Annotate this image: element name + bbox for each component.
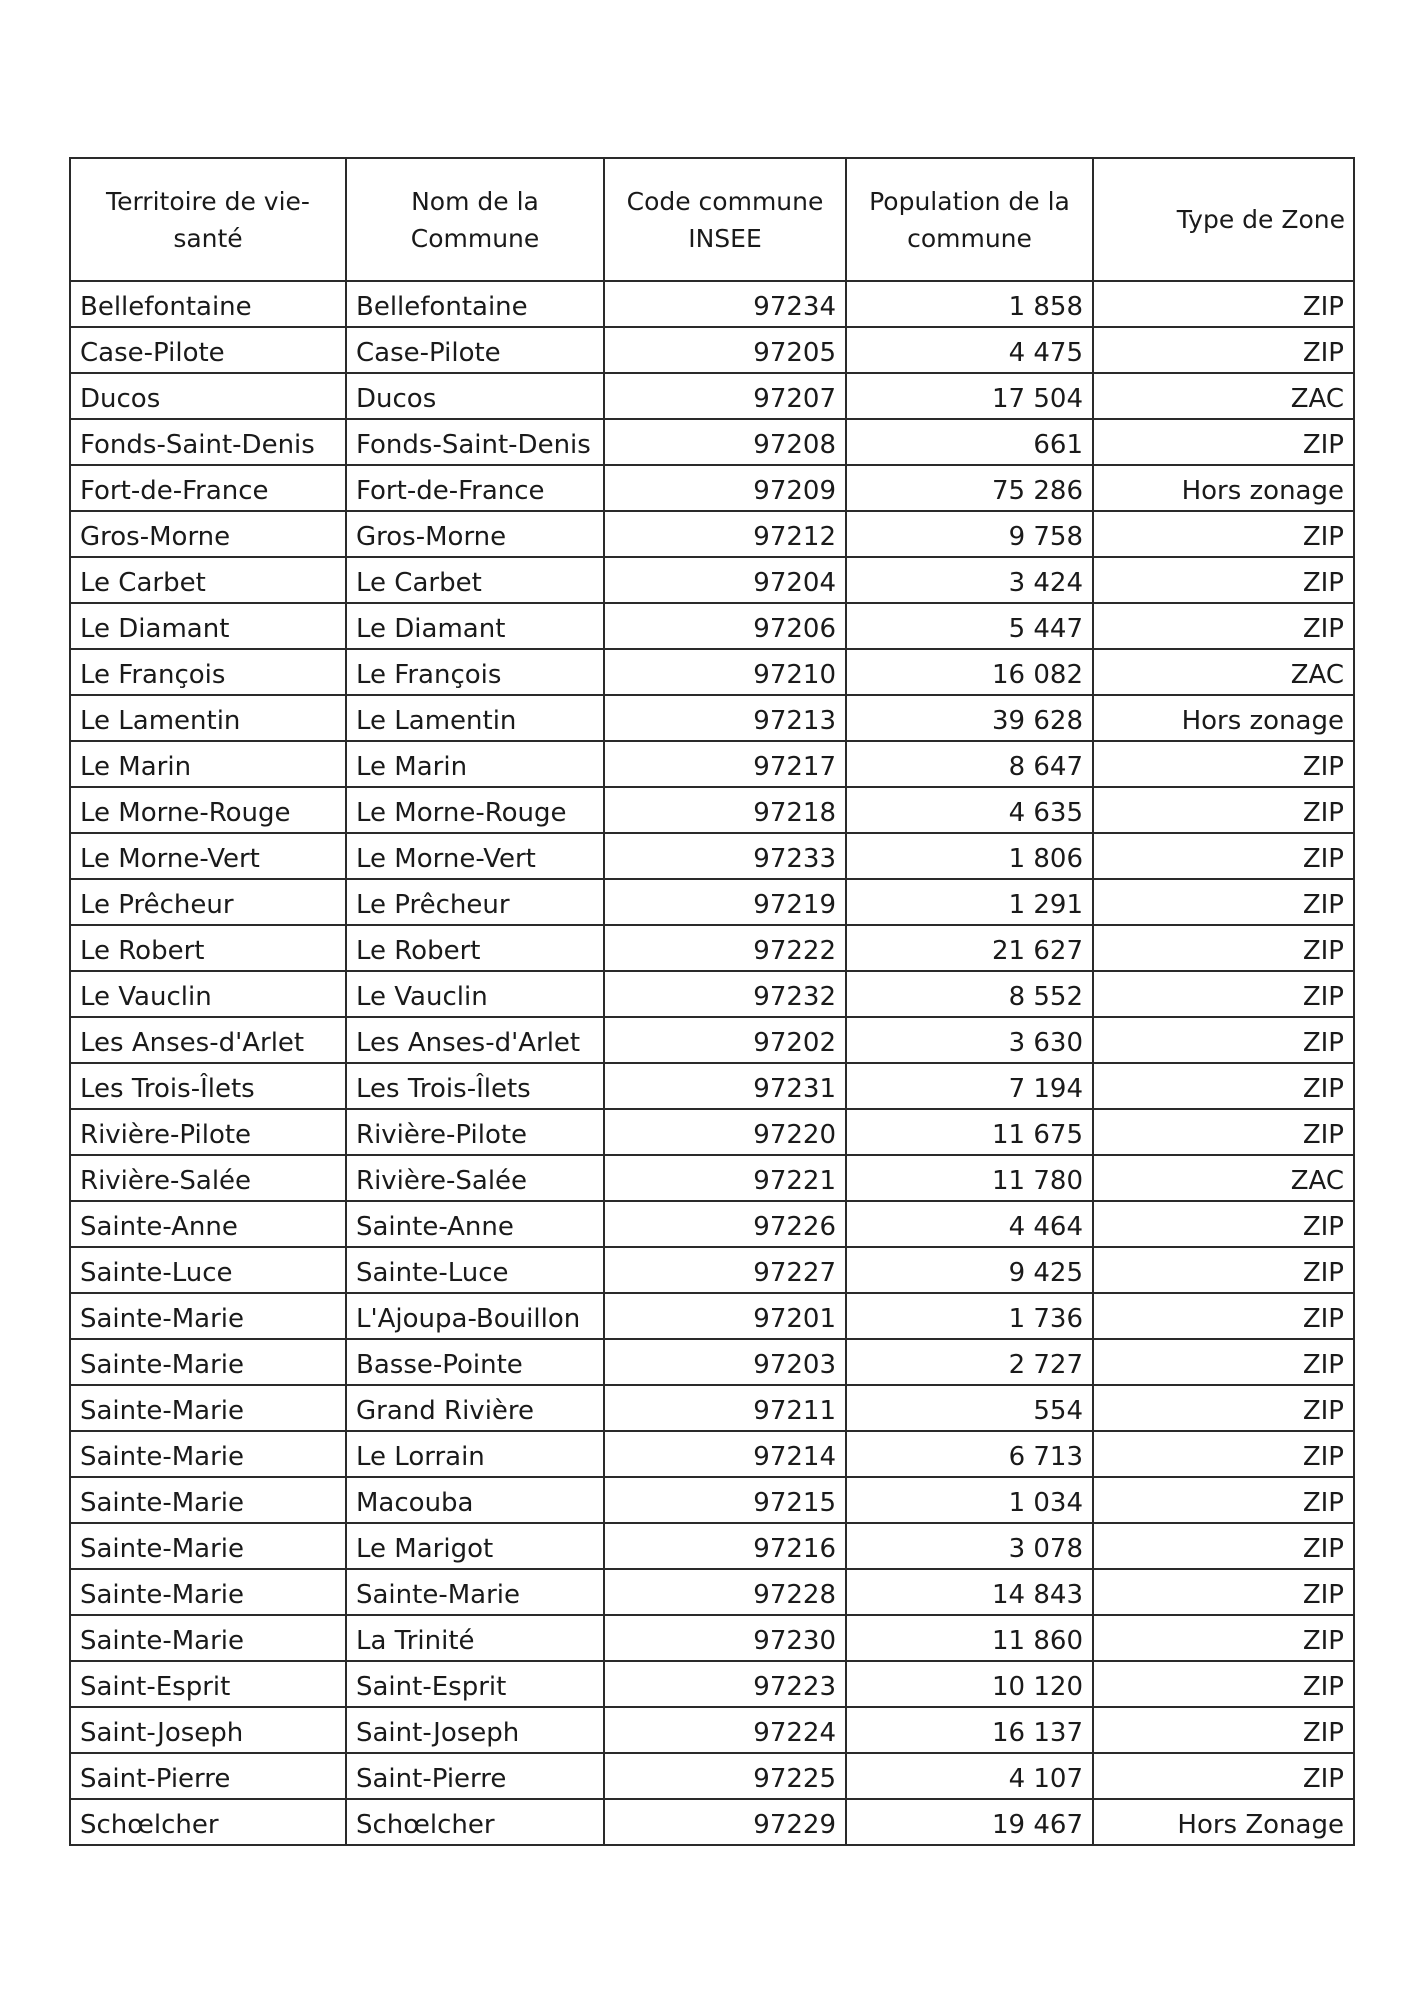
cell-type-zone: ZIP — [1093, 1569, 1354, 1615]
table-row — [70, 1753, 1354, 1799]
cell-type-zone: ZIP — [1093, 1477, 1354, 1523]
cell-nom-commune: Ducos — [346, 373, 604, 419]
cell-type-zone: ZIP — [1093, 1753, 1354, 1799]
cell-territoire: Sainte-Marie — [70, 1431, 346, 1477]
communes-zoning-table — [69, 157, 1355, 1846]
cell-nom-commune: Saint-Joseph — [346, 1707, 604, 1753]
cell-population: 11 780 — [846, 1155, 1093, 1201]
cell-population: 1 291 — [846, 879, 1093, 925]
table-row — [70, 1063, 1354, 1109]
table-row — [70, 695, 1354, 741]
table-row — [70, 1109, 1354, 1155]
table-row — [70, 465, 1354, 511]
cell-territoire: Fort-de-France — [70, 465, 346, 511]
table-row — [70, 557, 1354, 603]
table-row — [70, 1799, 1354, 1845]
cell-nom-commune: Grand Rivière — [346, 1385, 604, 1431]
cell-territoire: Le Marin — [70, 741, 346, 787]
cell-territoire: Saint-Joseph — [70, 1707, 346, 1753]
cell-population: 14 843 — [846, 1569, 1093, 1615]
cell-code-insee: 97220 — [604, 1109, 846, 1155]
cell-code-insee: 97231 — [604, 1063, 846, 1109]
cell-code-insee: 97232 — [604, 971, 846, 1017]
cell-population: 4 464 — [846, 1201, 1093, 1247]
cell-population: 8 552 — [846, 971, 1093, 1017]
cell-code-insee: 97214 — [604, 1431, 846, 1477]
cell-territoire: Bellefontaine — [70, 281, 346, 327]
cell-nom-commune: Le Lorrain — [346, 1431, 604, 1477]
cell-type-zone: ZAC — [1093, 373, 1354, 419]
cell-code-insee: 97218 — [604, 787, 846, 833]
cell-type-zone: Hors Zonage — [1093, 1799, 1354, 1845]
cell-population: 17 504 — [846, 373, 1093, 419]
cell-code-insee: 97216 — [604, 1523, 846, 1569]
cell-territoire: Le Morne-Vert — [70, 833, 346, 879]
cell-type-zone: Hors zonage — [1093, 695, 1354, 741]
table-row — [70, 511, 1354, 557]
cell-code-insee: 97206 — [604, 603, 846, 649]
cell-type-zone: ZIP — [1093, 603, 1354, 649]
cell-territoire: Sainte-Marie — [70, 1293, 346, 1339]
cell-code-insee: 97210 — [604, 649, 846, 695]
table-header — [70, 158, 1354, 281]
header-population: Population de la commune — [846, 158, 1093, 281]
cell-type-zone: ZIP — [1093, 1431, 1354, 1477]
cell-code-insee: 97213 — [604, 695, 846, 741]
cell-code-insee: 97215 — [604, 1477, 846, 1523]
cell-nom-commune: Le Marin — [346, 741, 604, 787]
cell-type-zone: ZIP — [1093, 1385, 1354, 1431]
cell-code-insee: 97202 — [604, 1017, 846, 1063]
cell-nom-commune: Fort-de-France — [346, 465, 604, 511]
cell-code-insee: 97219 — [604, 879, 846, 925]
cell-territoire: Ducos — [70, 373, 346, 419]
header-row — [70, 158, 1354, 281]
cell-type-zone: ZIP — [1093, 1109, 1354, 1155]
table-row — [70, 879, 1354, 925]
cell-nom-commune: Sainte-Marie — [346, 1569, 604, 1615]
cell-territoire: Gros-Morne — [70, 511, 346, 557]
cell-nom-commune: Le Prêcheur — [346, 879, 604, 925]
cell-type-zone: Hors zonage — [1093, 465, 1354, 511]
cell-territoire: Sainte-Marie — [70, 1477, 346, 1523]
cell-nom-commune: Schœlcher — [346, 1799, 604, 1845]
cell-nom-commune: L'Ajoupa-Bouillon — [346, 1293, 604, 1339]
header-territoire: Territoire de vie-santé — [70, 158, 346, 281]
cell-territoire: Le Prêcheur — [70, 879, 346, 925]
cell-type-zone: ZIP — [1093, 1523, 1354, 1569]
cell-territoire: Rivière-Pilote — [70, 1109, 346, 1155]
cell-population: 2 727 — [846, 1339, 1093, 1385]
cell-territoire: Le Morne-Rouge — [70, 787, 346, 833]
cell-code-insee: 97227 — [604, 1247, 846, 1293]
table-row — [70, 1431, 1354, 1477]
cell-type-zone: ZIP — [1093, 281, 1354, 327]
table-row — [70, 1247, 1354, 1293]
cell-population: 16 137 — [846, 1707, 1093, 1753]
table-row — [70, 1339, 1354, 1385]
cell-population: 3 424 — [846, 557, 1093, 603]
cell-code-insee: 97223 — [604, 1661, 846, 1707]
cell-territoire: Sainte-Marie — [70, 1339, 346, 1385]
cell-type-zone: ZAC — [1093, 1155, 1354, 1201]
cell-population: 11 860 — [846, 1615, 1093, 1661]
table-row — [70, 1477, 1354, 1523]
cell-nom-commune: Les Trois-Îlets — [346, 1063, 604, 1109]
cell-code-insee: 97217 — [604, 741, 846, 787]
cell-nom-commune: Sainte-Luce — [346, 1247, 604, 1293]
table-row — [70, 649, 1354, 695]
table-row — [70, 1293, 1354, 1339]
cell-population: 4 107 — [846, 1753, 1093, 1799]
cell-type-zone: ZIP — [1093, 787, 1354, 833]
cell-code-insee: 97208 — [604, 419, 846, 465]
table-row — [70, 1615, 1354, 1661]
cell-population: 6 713 — [846, 1431, 1093, 1477]
cell-territoire: Les Anses-d'Arlet — [70, 1017, 346, 1063]
cell-code-insee: 97224 — [604, 1707, 846, 1753]
cell-type-zone: ZIP — [1093, 557, 1354, 603]
table-row — [70, 1661, 1354, 1707]
cell-population: 75 286 — [846, 465, 1093, 511]
cell-population: 19 467 — [846, 1799, 1093, 1845]
cell-type-zone: ZIP — [1093, 419, 1354, 465]
cell-territoire: Sainte-Anne — [70, 1201, 346, 1247]
cell-nom-commune: Macouba — [346, 1477, 604, 1523]
cell-territoire: Le Diamant — [70, 603, 346, 649]
cell-code-insee: 97229 — [604, 1799, 846, 1845]
cell-nom-commune: Sainte-Anne — [346, 1201, 604, 1247]
cell-type-zone: ZIP — [1093, 1247, 1354, 1293]
cell-territoire: Sainte-Marie — [70, 1523, 346, 1569]
cell-territoire: Rivière-Salée — [70, 1155, 346, 1201]
table-row — [70, 1385, 1354, 1431]
table-row — [70, 1569, 1354, 1615]
cell-population: 10 120 — [846, 1661, 1093, 1707]
cell-nom-commune: La Trinité — [346, 1615, 604, 1661]
cell-territoire: Le Robert — [70, 925, 346, 971]
cell-type-zone: ZIP — [1093, 1201, 1354, 1247]
cell-territoire: Sainte-Marie — [70, 1569, 346, 1615]
cell-territoire: Saint-Esprit — [70, 1661, 346, 1707]
cell-type-zone: ZIP — [1093, 833, 1354, 879]
cell-nom-commune: Gros-Morne — [346, 511, 604, 557]
cell-population: 4 475 — [846, 327, 1093, 373]
cell-code-insee: 97222 — [604, 925, 846, 971]
cell-code-insee: 97204 — [604, 557, 846, 603]
cell-code-insee: 97205 — [604, 327, 846, 373]
cell-nom-commune: Saint-Pierre — [346, 1753, 604, 1799]
cell-type-zone: ZIP — [1093, 1017, 1354, 1063]
table-row — [70, 741, 1354, 787]
cell-code-insee: 97212 — [604, 511, 846, 557]
cell-nom-commune: Le Marigot — [346, 1523, 604, 1569]
table-row — [70, 603, 1354, 649]
cell-population: 9 758 — [846, 511, 1093, 557]
table-row — [70, 419, 1354, 465]
cell-code-insee: 97203 — [604, 1339, 846, 1385]
cell-nom-commune: Rivière-Pilote — [346, 1109, 604, 1155]
cell-population: 7 194 — [846, 1063, 1093, 1109]
cell-type-zone: ZIP — [1093, 1707, 1354, 1753]
cell-territoire: Schœlcher — [70, 1799, 346, 1845]
table-row — [70, 833, 1354, 879]
table-row — [70, 327, 1354, 373]
cell-territoire: Les Trois-Îlets — [70, 1063, 346, 1109]
cell-nom-commune: Basse-Pointe — [346, 1339, 604, 1385]
cell-population: 1 736 — [846, 1293, 1093, 1339]
header-type-zone: Type de Zone — [1093, 158, 1354, 281]
table-row — [70, 373, 1354, 419]
cell-population: 4 635 — [846, 787, 1093, 833]
cell-nom-commune: Case-Pilote — [346, 327, 604, 373]
cell-code-insee: 97234 — [604, 281, 846, 327]
cell-code-insee: 97221 — [604, 1155, 846, 1201]
header-nom-commune: Nom de la Commune — [346, 158, 604, 281]
cell-population: 5 447 — [846, 603, 1093, 649]
cell-nom-commune: Le Robert — [346, 925, 604, 971]
cell-territoire: Sainte-Marie — [70, 1615, 346, 1661]
cell-population: 3 078 — [846, 1523, 1093, 1569]
cell-code-insee: 97209 — [604, 465, 846, 511]
cell-nom-commune: Le Vauclin — [346, 971, 604, 1017]
cell-code-insee: 97226 — [604, 1201, 846, 1247]
cell-nom-commune: Fonds-Saint-Denis — [346, 419, 604, 465]
cell-nom-commune: Le François — [346, 649, 604, 695]
cell-nom-commune: Le Lamentin — [346, 695, 604, 741]
cell-territoire: Le Carbet — [70, 557, 346, 603]
cell-code-insee: 97230 — [604, 1615, 846, 1661]
cell-nom-commune: Le Carbet — [346, 557, 604, 603]
cell-population: 39 628 — [846, 695, 1093, 741]
cell-nom-commune: Saint-Esprit — [346, 1661, 604, 1707]
cell-population: 1 858 — [846, 281, 1093, 327]
cell-type-zone: ZIP — [1093, 971, 1354, 1017]
cell-code-insee: 97225 — [604, 1753, 846, 1799]
cell-code-insee: 97201 — [604, 1293, 846, 1339]
cell-population: 1 034 — [846, 1477, 1093, 1523]
table-row — [70, 1155, 1354, 1201]
cell-type-zone: ZIP — [1093, 741, 1354, 787]
header-code-insee: Code commune INSEE — [604, 158, 846, 281]
cell-type-zone: ZIP — [1093, 511, 1354, 557]
cell-population: 21 627 — [846, 925, 1093, 971]
cell-type-zone: ZIP — [1093, 327, 1354, 373]
cell-type-zone: ZIP — [1093, 1293, 1354, 1339]
cell-code-insee: 97207 — [604, 373, 846, 419]
cell-nom-commune: Le Diamant — [346, 603, 604, 649]
cell-population: 661 — [846, 419, 1093, 465]
cell-type-zone: ZIP — [1093, 1615, 1354, 1661]
cell-code-insee: 97233 — [604, 833, 846, 879]
table-row — [70, 971, 1354, 1017]
cell-nom-commune: Bellefontaine — [346, 281, 604, 327]
cell-type-zone: ZIP — [1093, 1661, 1354, 1707]
cell-territoire: Sainte-Luce — [70, 1247, 346, 1293]
cell-type-zone: ZAC — [1093, 649, 1354, 695]
cell-population: 8 647 — [846, 741, 1093, 787]
table-row — [70, 281, 1354, 327]
cell-type-zone: ZIP — [1093, 1339, 1354, 1385]
cell-population: 11 675 — [846, 1109, 1093, 1155]
cell-territoire: Case-Pilote — [70, 327, 346, 373]
table-row — [70, 1017, 1354, 1063]
table-row — [70, 1523, 1354, 1569]
table-row — [70, 925, 1354, 971]
cell-code-insee: 97211 — [604, 1385, 846, 1431]
cell-population: 3 630 — [846, 1017, 1093, 1063]
cell-population: 1 806 — [846, 833, 1093, 879]
table-row — [70, 787, 1354, 833]
table-body — [70, 281, 1354, 1845]
cell-nom-commune: Le Morne-Rouge — [346, 787, 604, 833]
cell-territoire: Le François — [70, 649, 346, 695]
cell-code-insee: 97228 — [604, 1569, 846, 1615]
cell-population: 554 — [846, 1385, 1093, 1431]
cell-territoire: Le Lamentin — [70, 695, 346, 741]
table-row — [70, 1707, 1354, 1753]
cell-type-zone: ZIP — [1093, 879, 1354, 925]
cell-population: 16 082 — [846, 649, 1093, 695]
cell-type-zone: ZIP — [1093, 925, 1354, 971]
cell-population: 9 425 — [846, 1247, 1093, 1293]
cell-territoire: Saint-Pierre — [70, 1753, 346, 1799]
cell-territoire: Le Vauclin — [70, 971, 346, 1017]
cell-territoire: Sainte-Marie — [70, 1385, 346, 1431]
cell-nom-commune: Le Morne-Vert — [346, 833, 604, 879]
table-row — [70, 1201, 1354, 1247]
cell-territoire: Fonds-Saint-Denis — [70, 419, 346, 465]
cell-nom-commune: Les Anses-d'Arlet — [346, 1017, 604, 1063]
cell-nom-commune: Rivière-Salée — [346, 1155, 604, 1201]
cell-type-zone: ZIP — [1093, 1063, 1354, 1109]
